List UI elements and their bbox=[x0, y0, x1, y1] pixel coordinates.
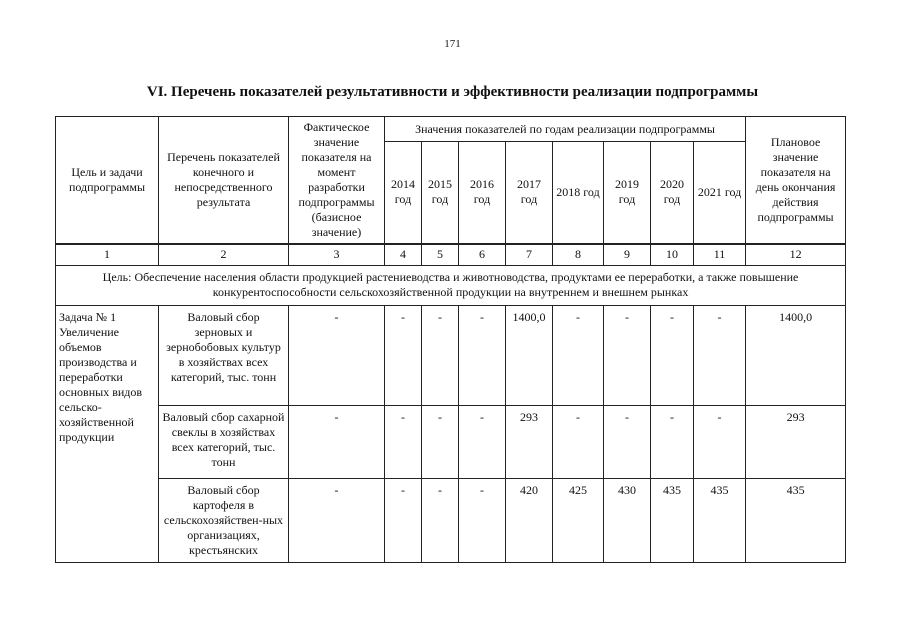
column-number: 4 bbox=[385, 244, 422, 266]
planned-value: 435 bbox=[746, 478, 846, 562]
year-value: - bbox=[459, 405, 506, 478]
header-indicators: Перечень показателей конечного и непосредственного результата bbox=[159, 117, 289, 244]
column-number: 9 bbox=[604, 244, 651, 266]
year-value: 425 bbox=[553, 478, 604, 562]
year-value: - bbox=[459, 478, 506, 562]
header-year: 2015 год bbox=[422, 142, 459, 244]
goal-row: Цель: Обеспечение населения области продукцией растениеводства и животноводства, продуктами ее переработки, а также повышение конкурентоспособности сельскохозяйственной продукции на внутреннем и внешнем рынках bbox=[56, 265, 846, 305]
column-number: 10 bbox=[651, 244, 694, 266]
column-number: 3 bbox=[289, 244, 385, 266]
year-value: - bbox=[385, 405, 422, 478]
task-cell: Задача № 1 Увеличение объемов производства и переработки основных видов сельско-хозяйственной продукции bbox=[56, 305, 159, 562]
column-number: 5 bbox=[422, 244, 459, 266]
actual-value: - bbox=[289, 305, 385, 405]
table-row bbox=[56, 305, 846, 405]
year-value: - bbox=[604, 305, 651, 405]
indicators-table bbox=[55, 116, 846, 563]
header-actual: Фактическое значение показателя на момент разработки подпрограммы (базисное значение) bbox=[289, 117, 385, 244]
column-number: 2 bbox=[159, 244, 289, 266]
year-value: - bbox=[422, 305, 459, 405]
indicator-cell: Валовый сбор зерновых и зернобобовых культур в хозяйствах всех категорий, тыс. тонн bbox=[159, 305, 289, 405]
year-value: - bbox=[553, 305, 604, 405]
header-years-group: Значения показателей по годам реализации подпрограммы bbox=[385, 117, 746, 142]
year-value: - bbox=[385, 478, 422, 562]
planned-value: 1400,0 bbox=[746, 305, 846, 405]
year-value: 435 bbox=[651, 478, 694, 562]
year-value: 1400,0 bbox=[506, 305, 553, 405]
header-planned: Плановое значение показателя на день окончания действия подпрограммы bbox=[746, 117, 846, 244]
year-value: 435 bbox=[694, 478, 746, 562]
year-value: - bbox=[651, 405, 694, 478]
planned-value: 293 bbox=[746, 405, 846, 478]
year-value: - bbox=[459, 305, 506, 405]
header-year: 2020 год bbox=[651, 142, 694, 244]
year-value: 430 bbox=[604, 478, 651, 562]
header-goal: Цель и задачи подпрограммы bbox=[56, 117, 159, 244]
column-number: 6 bbox=[459, 244, 506, 266]
indicator-cell: Валовый сбор сахарной свеклы в хозяйствах всех категорий, тыс. тонн bbox=[159, 405, 289, 478]
header-year: 2018 год bbox=[553, 142, 604, 244]
table-row bbox=[56, 405, 846, 478]
header-year: 2017 год bbox=[506, 142, 553, 244]
year-value: - bbox=[422, 405, 459, 478]
year-value: - bbox=[694, 305, 746, 405]
page-number: 171 bbox=[444, 38, 461, 50]
year-value: - bbox=[553, 405, 604, 478]
header-year: 2016 год bbox=[459, 142, 506, 244]
column-number: 8 bbox=[553, 244, 604, 266]
year-value: - bbox=[385, 305, 422, 405]
table-row bbox=[56, 478, 846, 562]
column-number: 11 bbox=[694, 244, 746, 266]
header-year: 2021 год bbox=[694, 142, 746, 244]
header-year: 2019 год bbox=[604, 142, 651, 244]
year-value: - bbox=[651, 305, 694, 405]
actual-value: - bbox=[289, 478, 385, 562]
year-value: - bbox=[694, 405, 746, 478]
column-number: 1 bbox=[56, 244, 159, 266]
header-year: 2014 год bbox=[385, 142, 422, 244]
year-value: - bbox=[604, 405, 651, 478]
year-value: - bbox=[422, 478, 459, 562]
page-title: VI. Перечень показателей результативности и эффективности реализации подпрограммы bbox=[146, 84, 759, 100]
column-number: 12 bbox=[746, 244, 846, 266]
year-value: 293 bbox=[506, 405, 553, 478]
actual-value: - bbox=[289, 405, 385, 478]
indicator-cell: Валовый сбор картофеля в сельскохозяйствен-ных организациях, крестьянских bbox=[159, 478, 289, 562]
year-value: 420 bbox=[506, 478, 553, 562]
column-number: 7 bbox=[506, 244, 553, 266]
